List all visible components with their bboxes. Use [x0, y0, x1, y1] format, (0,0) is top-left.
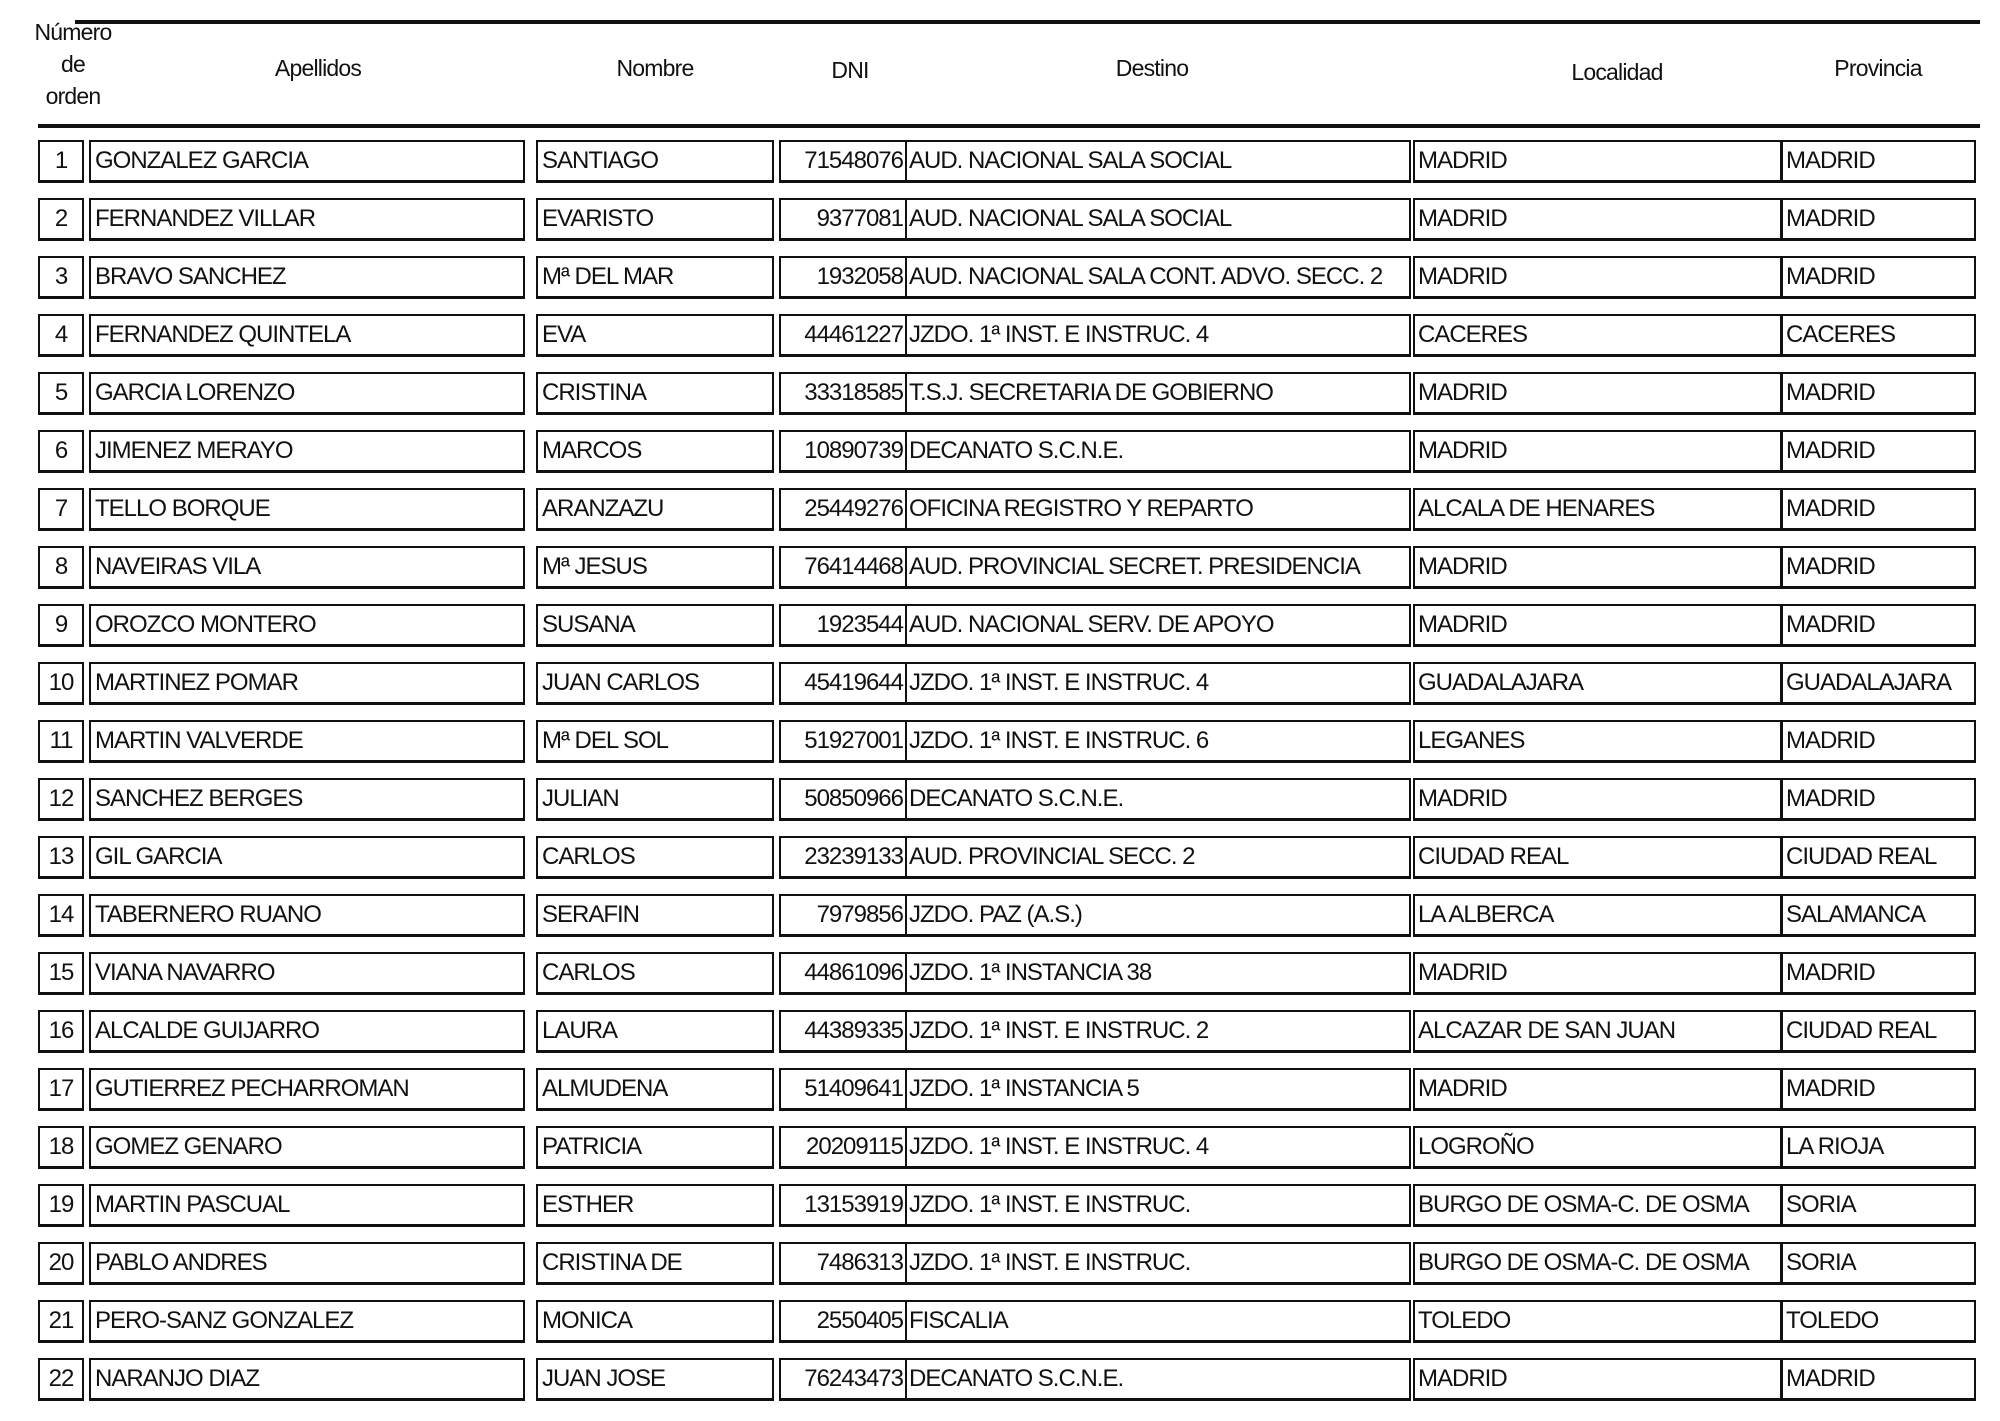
- cell-apellidos: PABLO ANDRES: [89, 1242, 525, 1285]
- cell-numero-orden: 16: [38, 1010, 84, 1053]
- cell-apellidos: GARCIA LORENZO: [89, 372, 525, 415]
- cell-dni-destino: [779, 778, 1411, 821]
- cell-nombre: CRISTINA: [536, 372, 774, 415]
- cell-destino: JZDO. 1ª INST. E INSTRUC. 4: [909, 669, 1209, 696]
- cell-provincia: LA RIOJA: [1781, 1126, 1976, 1169]
- table-row: [0, 1358, 2000, 1400]
- cell-numero-orden: 21: [38, 1300, 84, 1343]
- cell-dni: 50850966: [781, 780, 907, 818]
- cell-numero-orden: 8: [38, 546, 84, 589]
- cell-localidad: MADRID: [1413, 604, 1782, 647]
- cell-nombre: PATRICIA: [536, 1126, 774, 1169]
- cell-nombre: ESTHER: [536, 1184, 774, 1227]
- cell-dni: 51927001: [781, 722, 907, 760]
- table-row: [0, 1184, 2000, 1226]
- cell-dni: 51409641: [781, 1070, 907, 1108]
- cell-nombre: MONICA: [536, 1300, 774, 1343]
- cell-nombre: CRISTINA DE: [536, 1242, 774, 1285]
- cell-dni: 7979856: [781, 896, 907, 934]
- cell-dni-destino: [779, 256, 1411, 299]
- cell-localidad: ALCALA DE HENARES: [1413, 488, 1782, 531]
- cell-apellidos: MARTIN PASCUAL: [89, 1184, 525, 1227]
- cell-provincia: MADRID: [1781, 778, 1976, 821]
- cell-destino: JZDO. 1ª INSTANCIA 5: [909, 1075, 1139, 1102]
- top-rule: [75, 20, 1980, 24]
- cell-dni-destino: [779, 430, 1411, 473]
- cell-numero-orden: 15: [38, 952, 84, 995]
- cell-numero-orden: 12: [38, 778, 84, 821]
- cell-nombre: JUAN CARLOS: [536, 662, 774, 705]
- cell-apellidos: SANCHEZ BERGES: [89, 778, 525, 821]
- cell-dni: 20209115: [781, 1128, 907, 1166]
- table-row: [0, 604, 2000, 646]
- table-row: [0, 198, 2000, 240]
- cell-dni-destino: [779, 662, 1411, 705]
- cell-apellidos: VIANA NAVARRO: [89, 952, 525, 995]
- cell-apellidos: ALCALDE GUIJARRO: [89, 1010, 525, 1053]
- cell-apellidos: TELLO BORQUE: [89, 488, 525, 531]
- cell-apellidos: GUTIERREZ PECHARROMAN: [89, 1068, 525, 1111]
- cell-destino: DECANATO S.C.N.E.: [909, 785, 1124, 812]
- cell-dni-destino: [779, 546, 1411, 589]
- cell-provincia: MADRID: [1781, 720, 1976, 763]
- cell-nombre: SANTIAGO: [536, 140, 774, 183]
- cell-dni: 10890739: [781, 432, 907, 470]
- cell-numero-orden: 6: [38, 430, 84, 473]
- cell-dni: 9377081: [781, 200, 907, 238]
- cell-numero-orden: 20: [38, 1242, 84, 1285]
- cell-provincia: MADRID: [1781, 1068, 1976, 1111]
- cell-nombre: Mª JESUS: [536, 546, 774, 589]
- cell-numero-orden: 11: [38, 720, 84, 763]
- cell-nombre: SUSANA: [536, 604, 774, 647]
- cell-localidad: MADRID: [1413, 546, 1782, 589]
- cell-dni: 13153919: [781, 1186, 907, 1224]
- cell-numero-orden: 4: [38, 314, 84, 357]
- cell-provincia: MADRID: [1781, 430, 1976, 473]
- cell-dni: 1932058: [781, 258, 907, 296]
- cell-destino: JZDO. 1ª INST. E INSTRUC. 4: [909, 1133, 1209, 1160]
- cell-apellidos: FERNANDEZ QUINTELA: [89, 314, 525, 357]
- table-row: [0, 1126, 2000, 1168]
- cell-localidad: LA ALBERCA: [1413, 894, 1782, 937]
- cell-destino: JZDO. 1ª INST. E INSTRUC. 6: [909, 727, 1209, 754]
- cell-dni: 76414468: [781, 548, 907, 586]
- cell-apellidos: GOMEZ GENARO: [89, 1126, 525, 1169]
- header-destino: Destino: [1115, 55, 1189, 81]
- cell-dni-destino: [779, 952, 1411, 995]
- cell-nombre: EVA: [536, 314, 774, 357]
- table-row: [0, 894, 2000, 936]
- cell-nombre: JULIAN: [536, 778, 774, 821]
- cell-apellidos: BRAVO SANCHEZ: [89, 256, 525, 299]
- cell-provincia: MADRID: [1781, 198, 1976, 241]
- cell-dni-destino: [779, 1300, 1411, 1343]
- cell-destino: JZDO. 1ª INST. E INSTRUC. 4: [909, 321, 1209, 348]
- header-numero-line3: orden: [45, 83, 101, 109]
- cell-provincia: MADRID: [1781, 140, 1976, 183]
- cell-provincia: SALAMANCA: [1781, 894, 1976, 937]
- table-row: [0, 1242, 2000, 1284]
- cell-provincia: MADRID: [1781, 546, 1976, 589]
- cell-destino: JZDO. 1ª INST. E INSTRUC.: [909, 1249, 1191, 1276]
- cell-provincia: MADRID: [1781, 372, 1976, 415]
- cell-nombre: EVARISTO: [536, 198, 774, 241]
- cell-dni-destino: [779, 1010, 1411, 1053]
- cell-dni: 45419644: [781, 664, 907, 702]
- table-row: [0, 488, 2000, 530]
- cell-nombre: LAURA: [536, 1010, 774, 1053]
- header-nombre: Nombre: [616, 55, 694, 81]
- table-row: [0, 546, 2000, 588]
- cell-numero-orden: 13: [38, 836, 84, 879]
- cell-localidad: BURGO DE OSMA-C. DE OSMA: [1413, 1242, 1782, 1285]
- cell-localidad: LOGROÑO: [1413, 1126, 1782, 1169]
- cell-dni-destino: [779, 604, 1411, 647]
- cell-dni: 44461227: [781, 316, 907, 354]
- cell-destino: AUD. NACIONAL SALA SOCIAL: [909, 205, 1232, 232]
- cell-destino: AUD. NACIONAL SALA SOCIAL: [909, 147, 1232, 174]
- cell-nombre: JUAN JOSE: [536, 1358, 774, 1401]
- cell-nombre: CARLOS: [536, 836, 774, 879]
- cell-dni-destino: [779, 1126, 1411, 1169]
- header-bottom-rule: [38, 124, 1980, 128]
- cell-destino: DECANATO S.C.N.E.: [909, 1365, 1124, 1392]
- cell-dni: 2550405: [781, 1302, 907, 1340]
- cell-dni-destino: [779, 198, 1411, 241]
- cell-provincia: MADRID: [1781, 952, 1976, 995]
- cell-provincia: MADRID: [1781, 604, 1976, 647]
- cell-localidad: MADRID: [1413, 256, 1782, 299]
- cell-dni-destino: [779, 720, 1411, 763]
- table-row: [0, 372, 2000, 414]
- cell-localidad: MADRID: [1413, 1068, 1782, 1111]
- cell-numero-orden: 7: [38, 488, 84, 531]
- cell-dni-destino: [779, 140, 1411, 183]
- cell-dni: 1923544: [781, 606, 907, 644]
- table-row: [0, 662, 2000, 704]
- cell-localidad: MADRID: [1413, 140, 1782, 183]
- cell-provincia: CIUDAD REAL: [1781, 836, 1976, 879]
- cell-localidad: MADRID: [1413, 198, 1782, 241]
- cell-provincia: MADRID: [1781, 488, 1976, 531]
- cell-provincia: SORIA: [1781, 1184, 1976, 1227]
- header-dni: DNI: [831, 57, 869, 83]
- cell-localidad: MADRID: [1413, 372, 1782, 415]
- cell-dni-destino: [779, 372, 1411, 415]
- cell-numero-orden: 14: [38, 894, 84, 937]
- cell-localidad: BURGO DE OSMA-C. DE OSMA: [1413, 1184, 1782, 1227]
- cell-provincia: GUADALAJARA: [1781, 662, 1976, 705]
- cell-apellidos: GONZALEZ GARCIA: [89, 140, 525, 183]
- cell-apellidos: JIMENEZ MERAYO: [89, 430, 525, 473]
- cell-destino: JZDO. 1ª INSTANCIA 38: [909, 959, 1152, 986]
- cell-apellidos: GIL GARCIA: [89, 836, 525, 879]
- header-apellidos: Apellidos: [274, 55, 362, 81]
- cell-nombre: Mª DEL SOL: [536, 720, 774, 763]
- cell-numero-orden: 5: [38, 372, 84, 415]
- cell-destino: AUD. PROVINCIAL SECC. 2: [909, 843, 1195, 870]
- cell-numero-orden: 10: [38, 662, 84, 705]
- cell-localidad: LEGANES: [1413, 720, 1782, 763]
- cell-destino: AUD. NACIONAL SERV. DE APOYO: [909, 611, 1274, 638]
- cell-localidad: MADRID: [1413, 778, 1782, 821]
- cell-localidad: GUADALAJARA: [1413, 662, 1782, 705]
- cell-nombre: SERAFIN: [536, 894, 774, 937]
- cell-dni: 44389335: [781, 1012, 907, 1050]
- cell-dni: 33318585: [781, 374, 907, 412]
- cell-localidad: CACERES: [1413, 314, 1782, 357]
- table-row: [0, 1010, 2000, 1052]
- cell-destino: JZDO. 1ª INST. E INSTRUC. 2: [909, 1017, 1209, 1044]
- cell-apellidos: MARTINEZ POMAR: [89, 662, 525, 705]
- cell-nombre: ALMUDENA: [536, 1068, 774, 1111]
- cell-provincia: MADRID: [1781, 1358, 1976, 1401]
- cell-dni-destino: [779, 836, 1411, 879]
- cell-provincia: TOLEDO: [1781, 1300, 1976, 1343]
- table-row: [0, 720, 2000, 762]
- cell-localidad: CIUDAD REAL: [1413, 836, 1782, 879]
- header-localidad: Localidad: [1571, 59, 1663, 85]
- cell-nombre: CARLOS: [536, 952, 774, 995]
- cell-numero-orden: 19: [38, 1184, 84, 1227]
- cell-apellidos: TABERNERO RUANO: [89, 894, 525, 937]
- table-row: [0, 836, 2000, 878]
- cell-destino: AUD. NACIONAL SALA CONT. ADVO. SECC. 2: [909, 263, 1383, 290]
- cell-dni: 25449276: [781, 490, 907, 528]
- table-row: [0, 430, 2000, 472]
- cell-nombre: Mª DEL MAR: [536, 256, 774, 299]
- cell-localidad: ALCAZAR DE SAN JUAN: [1413, 1010, 1782, 1053]
- cell-provincia: MADRID: [1781, 256, 1976, 299]
- cell-apellidos: NARANJO DIAZ: [89, 1358, 525, 1401]
- cell-numero-orden: 9: [38, 604, 84, 647]
- cell-numero-orden: 17: [38, 1068, 84, 1111]
- cell-apellidos: NAVEIRAS VILA: [89, 546, 525, 589]
- cell-dni: 71548076: [781, 142, 907, 180]
- cell-dni-destino: [779, 1068, 1411, 1111]
- cell-provincia: SORIA: [1781, 1242, 1976, 1285]
- cell-dni-destino: [779, 314, 1411, 357]
- cell-localidad: MADRID: [1413, 430, 1782, 473]
- cell-apellidos: OROZCO MONTERO: [89, 604, 525, 647]
- cell-dni-destino: [779, 1242, 1411, 1285]
- cell-dni: 23239133: [781, 838, 907, 876]
- cell-numero-orden: 18: [38, 1126, 84, 1169]
- cell-numero-orden: 22: [38, 1358, 84, 1401]
- cell-localidad: MADRID: [1413, 1358, 1782, 1401]
- cell-apellidos: FERNANDEZ VILLAR: [89, 198, 525, 241]
- cell-dni: 76243473: [781, 1360, 907, 1398]
- table-row: [0, 1300, 2000, 1342]
- cell-dni: 7486313: [781, 1244, 907, 1282]
- table-row: [0, 1068, 2000, 1110]
- cell-dni-destino: [779, 1358, 1411, 1401]
- cell-localidad: TOLEDO: [1413, 1300, 1782, 1343]
- cell-provincia: CIUDAD REAL: [1781, 1010, 1976, 1053]
- cell-numero-orden: 1: [38, 140, 84, 183]
- table-row: [0, 256, 2000, 298]
- cell-nombre: MARCOS: [536, 430, 774, 473]
- table-row: [0, 140, 2000, 182]
- table-row: [0, 778, 2000, 820]
- cell-nombre: ARANZAZU: [536, 488, 774, 531]
- cell-destino: FISCALIA: [909, 1307, 1008, 1334]
- table-row: [0, 952, 2000, 994]
- cell-localidad: MADRID: [1413, 952, 1782, 995]
- cell-destino: JZDO. PAZ (A.S.): [909, 901, 1082, 928]
- header-provincia: Provincia: [1834, 55, 1922, 81]
- cell-destino: OFICINA REGISTRO Y REPARTO: [909, 495, 1253, 522]
- cell-numero-orden: 2: [38, 198, 84, 241]
- cell-apellidos: PERO-SANZ GONZALEZ: [89, 1300, 525, 1343]
- cell-provincia: CACERES: [1781, 314, 1976, 357]
- cell-destino: JZDO. 1ª INST. E INSTRUC.: [909, 1191, 1191, 1218]
- header-numero-orden: [30, 16, 116, 112]
- cell-destino: T.S.J. SECRETARIA DE GOBIERNO: [909, 379, 1273, 406]
- cell-destino: DECANATO S.C.N.E.: [909, 437, 1124, 464]
- header-numero-line1: Número: [34, 19, 112, 45]
- header-numero-line2: de: [61, 51, 85, 77]
- cell-dni-destino: [779, 488, 1411, 531]
- cell-numero-orden: 3: [38, 256, 84, 299]
- table-row: [0, 314, 2000, 356]
- cell-dni: 44861096: [781, 954, 907, 992]
- cell-dni-destino: [779, 1184, 1411, 1227]
- cell-apellidos: MARTIN VALVERDE: [89, 720, 525, 763]
- cell-destino: AUD. PROVINCIAL SECRET. PRESIDENCIA: [909, 553, 1360, 580]
- cell-dni-destino: [779, 894, 1411, 937]
